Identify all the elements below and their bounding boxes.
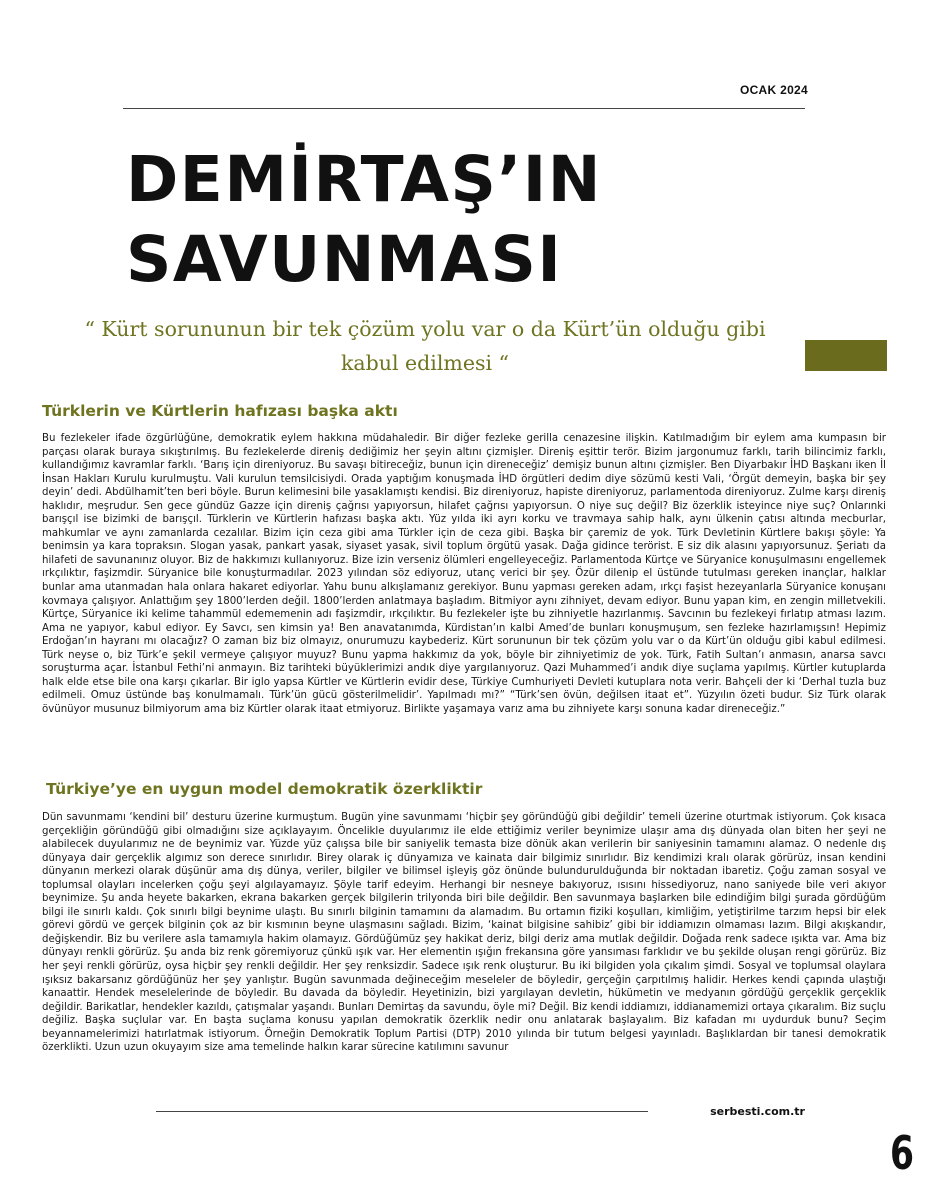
pull-quote: “ Kürt sorununun bir tek çözüm yolu var o da Kürt’ün olduğu gibi kabul edilmesi “ — [84, 317, 766, 375]
website-link[interactable]: serbesti.com.tr — [710, 1105, 805, 1118]
footer-divider — [156, 1111, 648, 1112]
section-body-1: Bu fezlekeler ifade özgürlüğüne, demokratik eylem hakkına müdahaledir. Bir diğer fezleke gerilla cenazesine ilişkin. Katılmadığım bir eylem ama kumpasın bir parçası olarak buraya sıkıştırılmış. Bu fezlekelerde direniş dediğimiz her şeyin altını çizmişler. Direniş eşittir terör. Bizim jargonumuz farklı, tarih bilincimiz farklı, kullandığımız kavramlar farklı. ‘Barış için direniyoruz. Bu savaşı bitireceğiz, bunun için direneceğiz’ demişiz bunun altını çizmişler. Ben Diyarbakır İHD Başkanı iken İl İnsan Hakları Kurulu kurulmuştu. Vali kurulun temsilcisiydi. Orada yaptığım konuşmada İHD örgütleri dedim diye sözümü kesti Vali, ‘Örgüt demeyin, başka bir şey deyin’ dedi. Abdülhamit’ten beri böyle. Burun kelimesini bile yasaklamıştı kendisi. Biz direniyoruz, hapiste direniyoruz, parlamentoda direniyoruz. Zulme karşı direniş haklıdır, meşrudur. Sen gece gündüz Gazze için direniş çağrısı yapıyorsun, hilafet çağrısı yapıyorsun. O niye suç değil? Biz özerklik isteyince niye suç? Onlarınki barışçıl ise bizimki de barışçıl. Türklerin ve Kürtlerin hafızası başka aktı. Yüz yılda iki ayrı korku ve travmaya sahip halk, aynı ülkenin çatısı altında mecburlar, mahkumlar ve aynı zamanlarda cezalılar. Bizim için ceza gibi ama Türkler için de ceza gibi. Başka bir çaremiz de yok. Türk Devletinin Kürtlere bakışı şöyle: Ya benimsin ya kara topraksın. Slogan yasak, pankart yasak, siyaset yasak, sivil toplum örgütü yasak. Dağa gidince terörist. E siz dik alasını yapıyorsunuz. Şeriatı da hilafeti de savunanınız oluyor. Biz de hakkımızı kullanıyoruz. Bize izin verseniz ölümleri engelleyeceğiz. Parlamentoda Kürtçe ve Süryanice konuşulmasını engellemek ırkçılıktır, faşizmdir. Süryanice bile konuşturmadılar. 2023 yılından söz ediyoruz, utanç verici bir şey. Özür dilenip el üstünde tutulması gereken inançlar, halklar bunlar ama utanmadan hala onlara hakaret ediyorlar. Yahu bunu alkışlamanız gerekiyor. Bunu yapması gereken adam, ırkçı faşist hezeyanlarla Süryanice konuşanı kovmaya çalışıyor. Anlattığım şey 1800’lerden değil. 1800’lerden anlatmaya başladım. Bitmiyor aynı zihniyet, devam ediyor. Bunu yapan kim, en zengin milletvekili. Kürtçe, Süryanice iki kelime tahammül edememenin adı faşizmdir, ırkçılıktır. Bu fezlekeler işte bu zihniyetle hazırlanmış. Savcının bu fezlekeyi fırlatıp atması lazım. Ama ne yapıyor, kabul ediyor. Ey Savcı, sen kimsin ya! Ben anavatanımda, Kürdistan’ın kalbi Amed’de bunları konuşmuşum, sen fezleke hazırlamışsın! Hepimiz Erdoğan’ın hayranı mı olacağız? O zaman biz biz olmayız, onurumuzu kaybederiz. Kürt sorununun bir tek çözüm yolu var o da Kürt’ün olduğu gibi kabul edilmesi. Türk neyse o, biz Türk’e şekil vermeye çalışıyor muyuz? Bunu yapma hakkımız da yok, böyle bir zihniyetimiz de yok. Türk, Fatih Sultan’ı anmasın, anarsa savcı soruşturma açar. İstanbul Fethi’ni anmayın. Biz tarihteki büyüklerimizi andık diye yargılanıyoruz. Qazi Muhammed’i andık diye suçlama yapılmış. Kürtler kutuplarda halk elde etse bile ona karşı çıkarlar. Bir iglo yapsa Kürtler ve Kürtlerin evidir dese, Türkiye Cumhuriyeti Devleti kutuplara nota verir. Bahçeli der ki ‘Derhal tuzla buz edilmeli. Omuz üstünde baş konulmamalı. Türk’ün gücü gösterilmelidir’. Yapılmadı mı?” “Türk’sen övün, değilsen itaat et”. Yüzyılın özeti budur. Siz Türk olarak övünüyor musunuz bilmiyorum ama biz Kürtler olarak itaat etmiyoruz. Birlikte yaşamaya varız ama bu zihniyete karşı sonuna kadar direneceğiz.” — [42, 433, 886, 715]
section-body-2: Dün savunmamı ‘kendini bil’ desturu üzerine kurmuştum. Bugün yine savunmamı ‘hiçbir şey göründüğü gibi değildir’ temeli üzerine oturtmak istiyorum. Çok kısaca gerçekliğin göründüğü gibi olmadığını size açıklayayım. Öncelikle duyularımız ile elde ettiğimiz veriler beynimize ulaşır ama dış dünyada olan biten her şeyi ne alabilecek duyularımız ne de beynimiz var. Yüzde yüz çalışsa bile bir saniyelik temasta bize dönük akan verilerin bir saniyesinin tamamını alamaz. O nedenle dış dünyaya dair gerçeklik algımız son derece sınırlıdır. Birey olarak iç dünyamıza ve kainata dair bilgimiz sınırlıdır. Biz kendimizi kralı olarak görürüz, insan kendini dünyanın merkezi olarak düşünür ama dış dünya, veriler, bilgiler ve bilimsel işleyiş göz önünde bulundurulduğunda bir noktadan ibaretiz. Çoğu zaman sosyal ve toplumsal olayları incelerken çoğu şeyi algılayamayız. Şöyle tarif edeyim. Herhangi bir nesneye bakıyoruz, ısısını hissediyoruz, nano saniyede bile veri akıyor beynimize. Şu anda heyete bakarken, ekrana bakarken gerçek bilgilerin trilyonda biri bile değildir. Ben savunmaya başlarken bile edindiğim bilgi şurada gördüğüm bilgi ile sınırlı kaldı. Çok sınırlı bilgi beynime ulaştı. Bu sınırlı bilginin tamamını da alamadım. Bu ortamın fiziki koşulları, kimliğim, yetiştirilme tarzım hepsi bir elek görevi gördü ve gerçek bilginin çok az bir kısmının beyne ulaşmasını sağladı. Bizim, ‘kainat bilgisine sahibiz’ gibi bir iddiamızın olmaması lazım. Bilgi akışkandır, değişkendir. Biz bu verilere asla tamamıyla hakim olamayız. Gördüğümüz şey hakikat deriz, bilgi deriz ama mutlak değildir. Doğada renk sadece ışıkta var. Ama biz dünyayı renkli görürüz. Şu anda biz renk göremiyoruz çünkü ışık var. Her elementin ışığın frekansına göre yansıması farklıdır ve bu şekilde oluşan rengi görürüz. Biz her şeyi renkli görürüz, oysa hiçbir şey renkli değildir. Her şey renksizdir. Sadece ışık renk oluşturur. Bu iki bilgiden yola çıkalım şimdi. Sosyal ve toplumsal olaylara ışıksız bakarsanız gördüğünüz her şey yanlıştır. Bugün savunmada değineceğim meseleler de böyledir, gerçeğin çarpıtılmış halidir. Herkes kendi çapında ulaştığı kanaattir. Hendek meselelerinde de böyledir. Bu davada da böyledir. Heyetinizin, bizi yargılayan devletin, hükümetin ve medyanın gördüğü gerçeklik gerçeklik değildir. Barikatlar, hendekler kazıldı, çatışmalar yaşandı. Bunları Demirtaş da savundu, öyle mi? Değil. Biz kendi iddiamızı, iddianamemizi ortaya çıkaralım. Biz suçlu değiliz. Başka suçlular var. En başta suçlama konusu yapılan demokratik özerklik nedir onu anlatarak başlayalım. Biz kafadan mı uydurduk bunu? Seçim beyannamelerimizi hatırlatmak istiyorum. Örneğin Demokratik Toplum Partisi (DTP) 2010 yılında bir tutum belgesi yayınladı. Başlıklardan bir tanesi demokratik özerklikti. Uzun uzun okuyayım size ama temelinde halkın karar sürecine katılımını savunur — [42, 812, 886, 1054]
article-title: DEMİRTAŞ’IN SAVUNMASI — [126, 143, 602, 296]
section-heading-2: Türkiye’ye en uygun model demokratik özerkliktir — [46, 780, 483, 798]
decorative-block — [805, 340, 887, 371]
page-number: 6 — [889, 1126, 914, 1180]
section-heading-1: Türklerin ve Kürtlerin hafızası başka aktı — [42, 402, 398, 420]
issue-date: OCAK 2024 — [739, 83, 808, 97]
header-divider — [123, 108, 805, 109]
